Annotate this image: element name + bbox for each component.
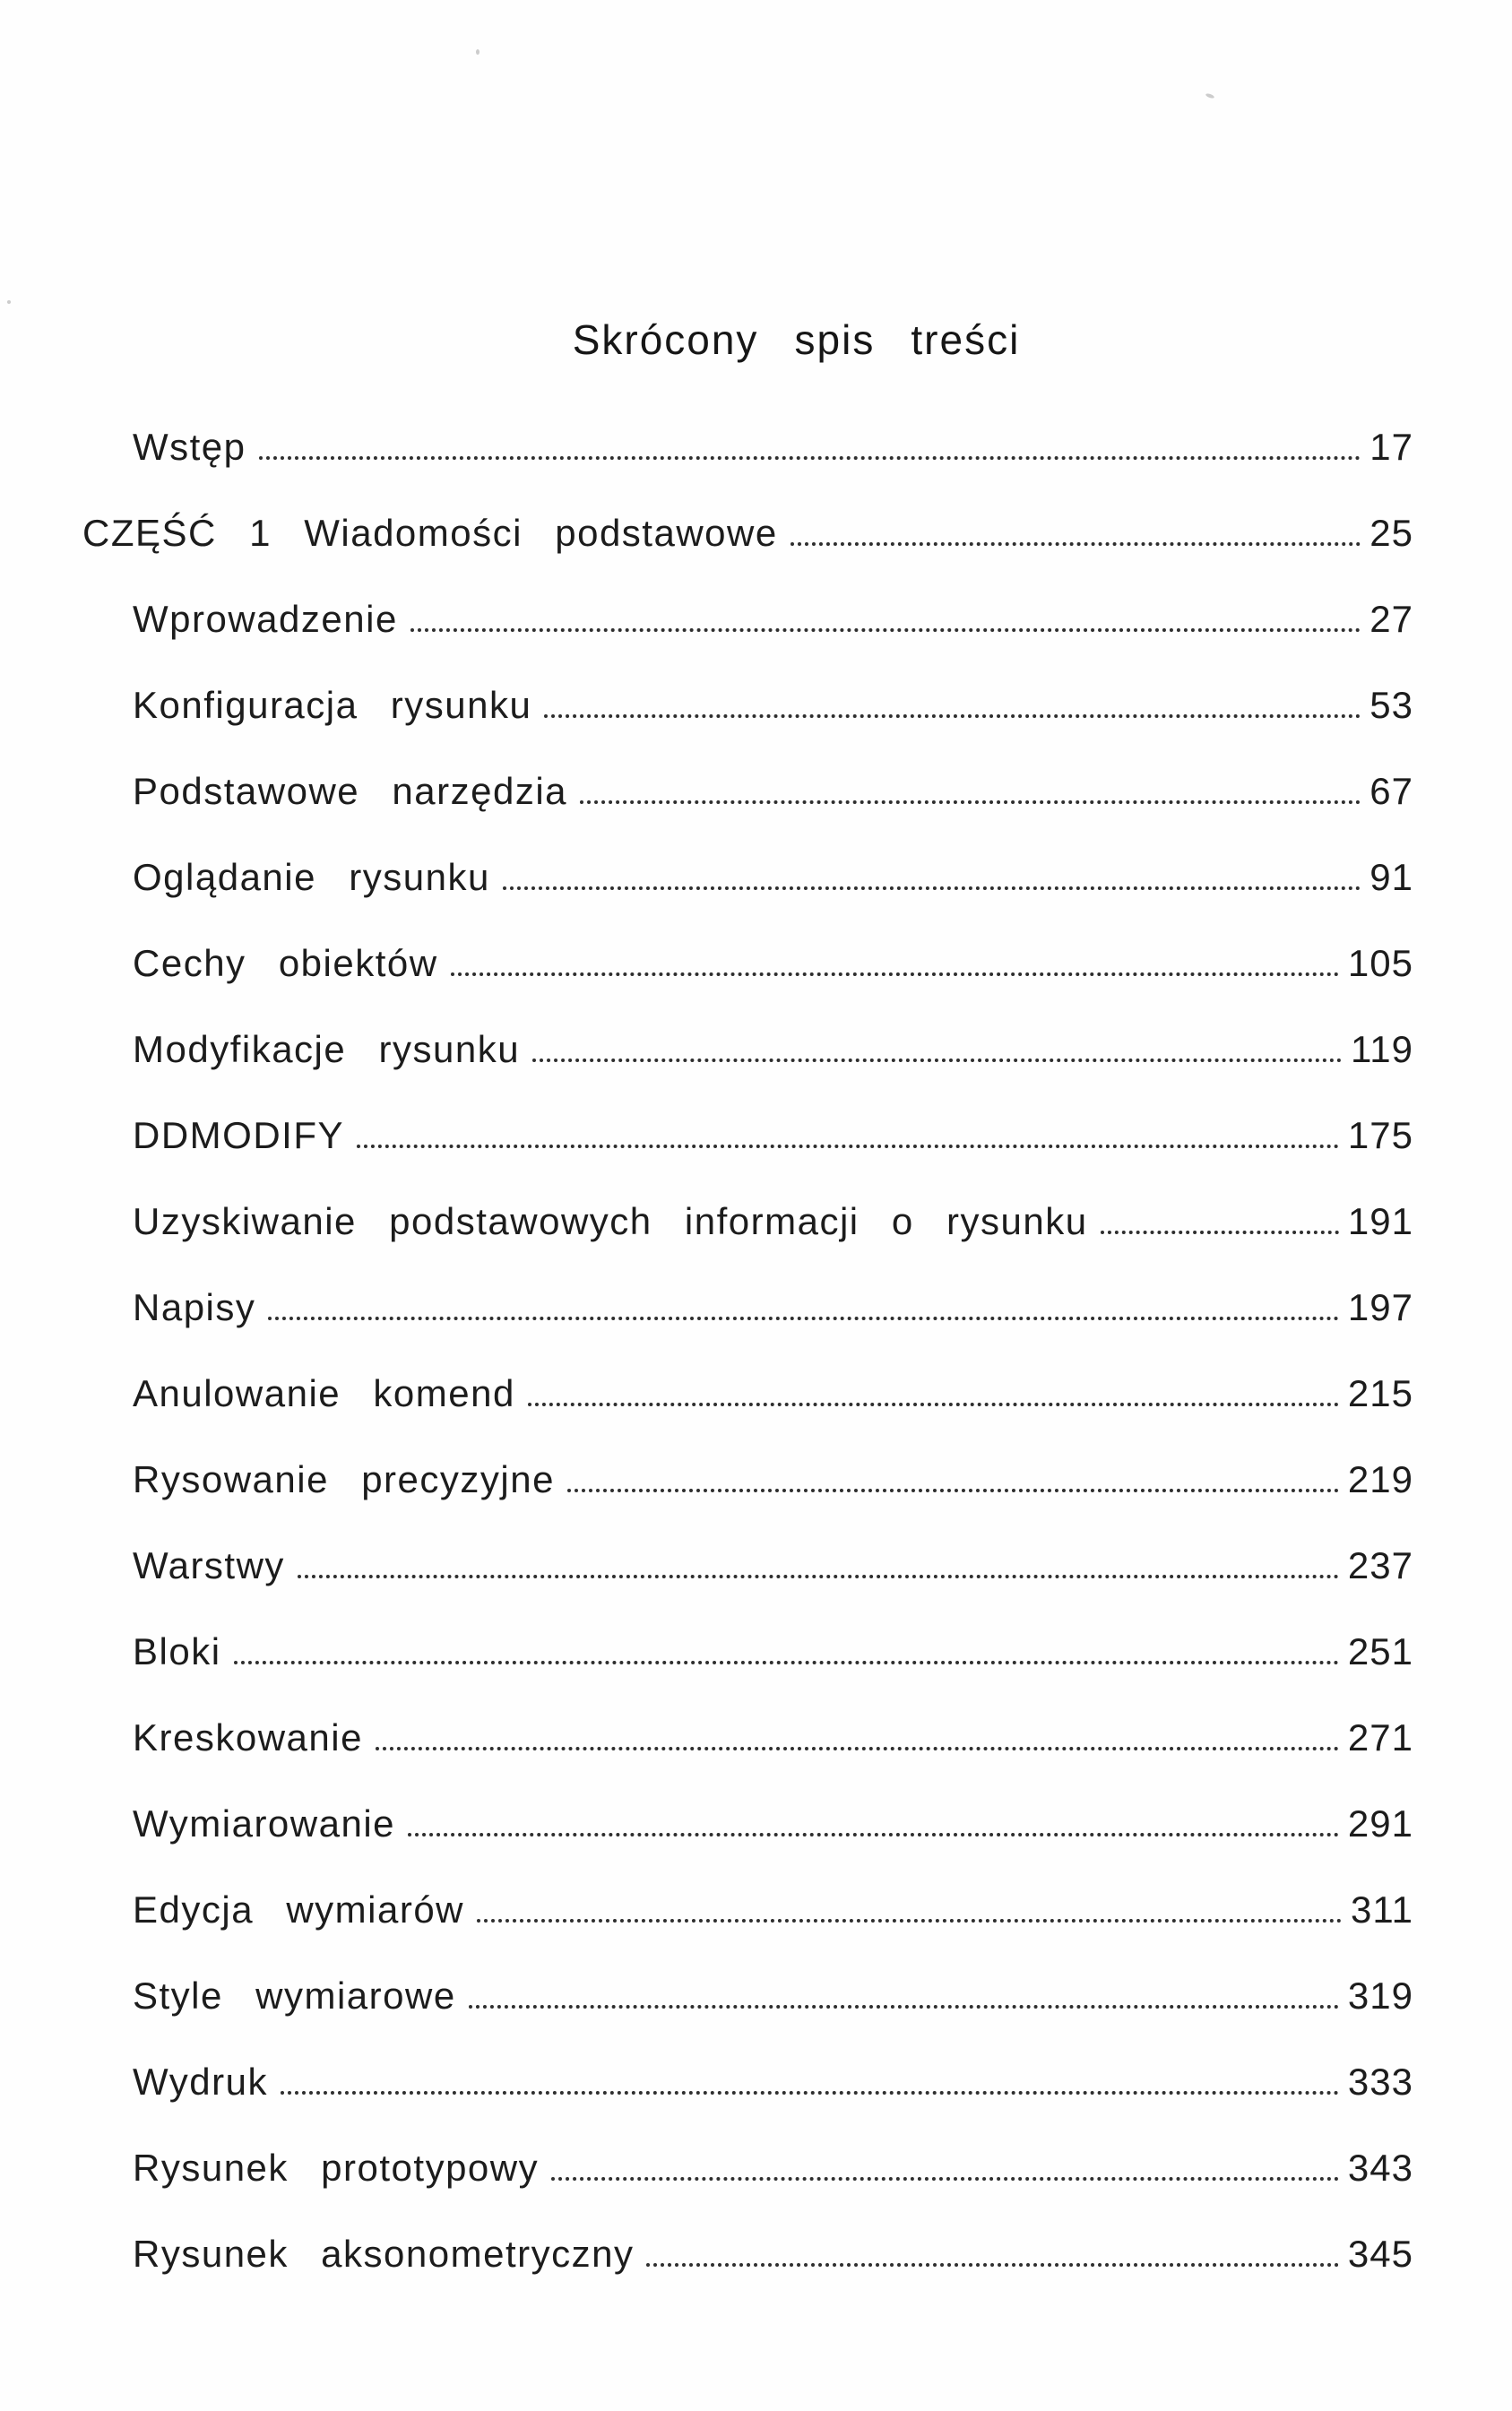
toc-entry-page: 67 — [1369, 770, 1413, 812]
toc-list — [0, 404, 1512, 2297]
dotted-leader — [376, 1747, 1339, 1750]
dotted-leader — [580, 800, 1361, 804]
toc-entry-page: 333 — [1347, 2061, 1413, 2103]
dotted-leader — [1101, 1231, 1339, 1234]
toc-entry-label: CZĘŚĆ 1 Wiadomości podstawowe — [82, 512, 778, 554]
dotted-leader — [477, 1919, 1342, 1923]
toc-entry-page: 345 — [1347, 2233, 1413, 2275]
scan-speck — [1205, 92, 1215, 99]
toc-row — [0, 1695, 1512, 1781]
toc-entry-page: 311 — [1351, 1888, 1413, 1931]
dotted-leader — [503, 886, 1361, 890]
toc-entry-page: 191 — [1347, 1200, 1413, 1242]
toc-row — [0, 2211, 1512, 2297]
dotted-leader — [451, 972, 1339, 976]
toc-row — [0, 1867, 1512, 1953]
toc-row — [0, 1007, 1512, 1093]
toc-row — [0, 1093, 1512, 1179]
scan-speck — [476, 49, 480, 55]
toc-entry-label: Kreskowanie — [133, 1716, 363, 1759]
toc-entry-label: Wprowadzenie — [133, 598, 398, 640]
toc-row — [0, 576, 1512, 662]
toc-row — [0, 1781, 1512, 1867]
dotted-leader — [259, 456, 1361, 460]
dotted-leader — [528, 1403, 1339, 1406]
toc-row — [0, 2039, 1512, 2125]
dotted-leader — [268, 1317, 1339, 1320]
toc-row — [0, 2125, 1512, 2211]
toc-entry-label: Podstawowe narzędzia — [133, 770, 568, 812]
toc-entry-label: Konfiguracja rysunku — [133, 684, 532, 726]
dotted-leader — [791, 542, 1361, 546]
toc-entry-label: Napisy — [133, 1286, 256, 1328]
toc-entry-label: Cechy obiektów — [133, 942, 438, 984]
toc-row — [0, 748, 1512, 834]
scan-speck — [7, 300, 11, 304]
dotted-leader — [544, 714, 1361, 718]
toc-row — [0, 920, 1512, 1007]
toc-entry-page: 219 — [1347, 1458, 1413, 1500]
page-title: Skrócony spis treści — [572, 316, 1021, 363]
dotted-leader — [298, 1575, 1339, 1578]
toc-row — [0, 1437, 1512, 1523]
dotted-leader — [551, 2177, 1339, 2181]
toc-entry-page: 251 — [1347, 1630, 1413, 1672]
toc-entry-page: 91 — [1369, 856, 1413, 898]
toc-entry-page: 197 — [1347, 1286, 1413, 1328]
toc-row — [0, 404, 1512, 490]
toc-entry-label: Edycja wymiarów — [133, 1888, 465, 1931]
toc-row — [0, 1179, 1512, 1265]
toc-row — [0, 490, 1512, 576]
toc-entry-label: Rysowanie precyzyjne — [133, 1458, 555, 1500]
toc-entry-page: 237 — [1347, 1544, 1413, 1586]
toc-entry-page: 17 — [1369, 426, 1413, 468]
toc-row — [0, 662, 1512, 748]
dotted-leader — [469, 2005, 1339, 2009]
toc-entry-label: DDMODIFY — [133, 1114, 344, 1156]
toc-entry-page: 291 — [1347, 1802, 1413, 1845]
dotted-leader — [281, 2091, 1339, 2095]
toc-row — [0, 1523, 1512, 1609]
toc-entry-page: 53 — [1369, 684, 1413, 726]
dotted-leader — [532, 1059, 1342, 1062]
dotted-leader — [234, 1661, 1339, 1664]
toc-row — [0, 1351, 1512, 1437]
toc-entry-page: 271 — [1347, 1716, 1413, 1759]
toc-entry-page: 27 — [1369, 598, 1413, 640]
dotted-leader — [408, 1833, 1339, 1836]
toc-entry-page: 105 — [1347, 942, 1413, 984]
toc-entry-label: Uzyskiwanie podstawowych informacji o rysunku — [133, 1200, 1088, 1242]
toc-entry-label: Wydruk — [133, 2061, 268, 2103]
toc-entry-page: 343 — [1347, 2147, 1413, 2189]
toc-entry-label: Rysunek prototypowy — [133, 2147, 540, 2189]
toc-entry-label: Warstwy — [133, 1544, 285, 1586]
toc-entry-label: Style wymiarowe — [133, 1975, 456, 2017]
toc-entry-label: Oglądanie rysunku — [133, 856, 490, 898]
dotted-leader — [410, 628, 1361, 632]
toc-entry-label: Modyfikacje rysunku — [133, 1028, 521, 1070]
toc-entry-label: Wstęp — [133, 426, 246, 468]
toc-entry-label: Rysunek aksonometryczny — [133, 2233, 635, 2275]
toc-row — [0, 1265, 1512, 1351]
toc-entry-page: 215 — [1347, 1372, 1413, 1414]
toc-entry-label: Wymiarowanie — [133, 1802, 396, 1845]
dotted-leader — [357, 1145, 1339, 1148]
toc-entry-label: Bloki — [133, 1630, 221, 1672]
toc-entry-label: Anulowanie komend — [133, 1372, 515, 1414]
toc-row — [0, 834, 1512, 920]
toc-row — [0, 1609, 1512, 1695]
toc-entry-page: 25 — [1369, 512, 1413, 554]
toc-row — [0, 1953, 1512, 2039]
toc-entry-page: 319 — [1347, 1975, 1413, 2017]
dotted-leader — [567, 1489, 1339, 1492]
toc-entry-page: 175 — [1347, 1114, 1413, 1156]
dotted-leader — [646, 2263, 1338, 2267]
toc-entry-page: 119 — [1351, 1028, 1413, 1070]
